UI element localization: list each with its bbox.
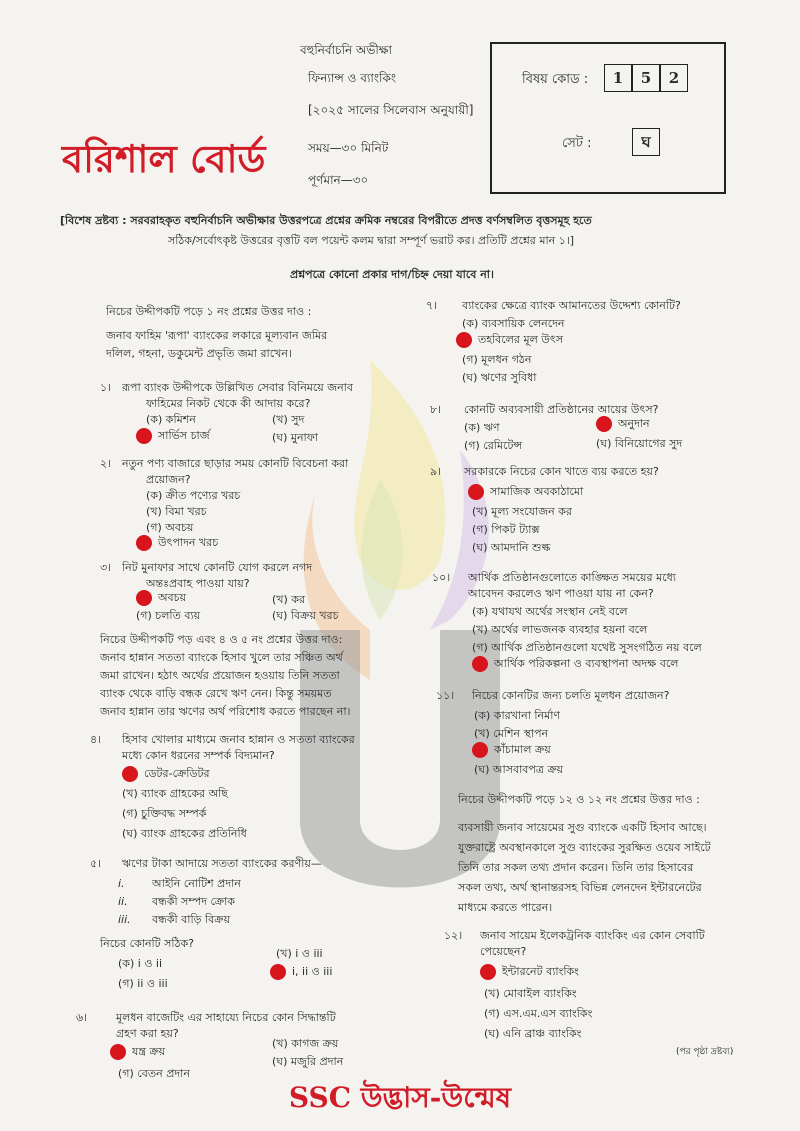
q1-option-a: (ক) কমিশন	[146, 413, 196, 426]
q5-prompt: নিচের কোনটি সঠিক?	[100, 937, 194, 950]
q4-option-a: ডেটর-ক্রেডিটর	[144, 767, 210, 780]
set-label: সেট :	[562, 136, 592, 151]
stem3-line: যুক্তরাষ্ট্রে অবস্থানকালে সুগু ব্যাংকের সুরক্ষিত ওয়েব সাইটে	[458, 841, 711, 854]
q11-option-b: (খ) মেশিন স্থাপন	[474, 727, 549, 740]
q10-number: ১০।	[432, 571, 451, 584]
q3-text: নিট মুনাফার সাথে কোনটি যোগ করলে নগদ	[122, 561, 313, 574]
q10-option-d: আর্থিক পরিকল্পনা ও ব্যবস্থাপনা অদক্ষ বলে	[494, 657, 679, 670]
answer-mark	[122, 766, 138, 782]
q5-option-b: (খ) i ও iii	[276, 947, 323, 960]
q12-option-a: ইন্টারনেট ব্যাংকিং	[502, 965, 579, 978]
q6-option-d: (ঘ) মজুরি প্রদান	[272, 1055, 344, 1068]
syllabus-note: [২০২৫ সালের সিলেবাস অনুযায়ী]	[308, 103, 474, 117]
q10-option-c: (গ) আর্থিক প্রতিষ্ঠানগুলো যথেষ্ট সুসংগঠিত নয় বলে	[472, 641, 702, 654]
q7-option-c: (গ) মূলধন গঠন	[462, 353, 532, 366]
q2-option-c: (গ) অবচয়	[146, 521, 194, 534]
answer-mark	[136, 590, 152, 606]
q11-option-d: (ঘ) আসবাবপত্র ক্রয়	[474, 763, 564, 776]
answer-mark	[136, 428, 152, 444]
q10-text: আর্থিক প্রতিষ্ঠানগুলোতে কাঙ্ক্ষিত সময়ের মধ্যে	[468, 571, 676, 584]
instruction-line-1: [বিশেষ দ্রষ্টব্য : সরবরাহকৃত বহুনির্বাচনি অভীক্ষার উত্তরপত্রে প্রশ্নের ক্রমিক নম্বরের বিপরীতে প্রদত্ত বর্ণসম্বলিত বৃত্তসমূহ হতে	[60, 214, 592, 227]
q3-option-c: (গ) চলতি ব্যয়	[136, 609, 201, 622]
q12-option-c: (গ) এস.এম.এস ব্যাংকিং	[484, 1007, 593, 1020]
answer-mark	[136, 535, 152, 551]
q2-option-b: (খ) বিমা খরচ	[146, 505, 207, 518]
q8-option-c: (গ) রেমিটেন্স	[464, 439, 523, 452]
subject-code-box	[490, 42, 726, 194]
q7-text: ব্যাংকের ক্ষেত্রে ব্যাংক আমানতের উদ্দেশ্য কোনটি?	[462, 299, 681, 312]
q12-option-b: (খ) মোবাইল ব্যাংকিং	[484, 987, 577, 1000]
q2-text: প্রয়োজন?	[146, 473, 191, 486]
stem3-line: সকল তথ্য, অর্থ স্থানান্তরসহ বিভিন্ন লেনদেন ইন্টারনেটের	[458, 881, 702, 894]
q12-number: ১২।	[444, 929, 463, 942]
q8-text: কোনটি অব্যবসায়ী প্রতিষ্ঠানের আয়ের উৎস?	[464, 403, 659, 416]
q7-option-d: (ঘ) ঋণের সুবিধা	[462, 371, 537, 384]
q9-number: ৯।	[430, 465, 442, 478]
instruction-line-2: সঠিক/সর্বোৎকৃষ্ট উত্তরের বৃত্তটি বল পয়েন্ট কলম দ্বারা সম্পূর্ণ ভরাট কর। প্রতিটি প্রশ্নের মান ১।]	[168, 234, 575, 247]
set-value: ঘ	[632, 128, 660, 156]
q1-option-d: (ঘ) মুনাফা	[272, 431, 318, 444]
q1-number: ১।	[100, 381, 112, 394]
q4-text: হিসাব খোলার মাধ্যমে জনাব হান্নান ও সততা ব্যাংকের	[122, 733, 355, 746]
q8-option-a: (ক) ঋণ	[464, 421, 500, 434]
q8-number: ৮।	[430, 403, 442, 416]
q5-statement: বন্ধকী বাড়ি বিক্রয়	[152, 913, 230, 926]
q4-option-d: (ঘ) ব্যাংক গ্রাহকের প্রতিনিধি	[122, 827, 247, 840]
q1-option-c: সার্ভিস চার্জ	[158, 429, 210, 442]
q2-option-a: (ক) ক্রীত পণ্যের খরচ	[146, 489, 241, 502]
q4-number: ৪।	[90, 733, 102, 746]
q6-number: ৬।	[76, 1011, 88, 1024]
q10-option-a: (ক) যথাযথ অর্থের সংস্থান নেই বলে	[472, 605, 628, 618]
q6-text: গ্রহণ করা হয়?	[116, 1027, 179, 1040]
stem3-title: নিচের উদ্দীপকটি পড়ে ১২ ও ১২ নং প্রশ্নের উত্তর দাও :	[458, 793, 700, 806]
q3-option-a: অবচয়	[158, 591, 187, 604]
answer-mark	[270, 964, 286, 980]
q11-option-a: (ক) কারখানা নির্মাণ	[474, 709, 561, 722]
q8-option-b: অনুদান	[618, 417, 650, 430]
answer-mark	[472, 742, 488, 758]
code-digit: 5	[632, 64, 660, 92]
q5-option-c: (গ) ii ও iii	[118, 977, 168, 990]
q12-option-d: (ঘ) এনি ব্রাঞ্চ ব্যাংকিং	[484, 1027, 582, 1040]
exam-time: সময়—৩০ মিনিট	[308, 141, 389, 155]
q5-statement: আইনি নোটিশ প্রদান	[152, 877, 241, 890]
subject-code-label: বিষয় কোড :	[522, 72, 589, 87]
q5-option-a: (ক) i ও ii	[118, 957, 163, 970]
q6-option-c: (গ) বেতন প্রদান	[118, 1067, 190, 1080]
q9-text: সরকারকে নিচের কোন খাতে ব্যয় করতে হয়?	[464, 465, 659, 478]
board-title: বরিশাল বোর্ড	[62, 136, 266, 181]
stem3-line: তিনি তার সকল তথ্য প্রদান করেন। তিনি তার হিসাবের	[458, 861, 694, 874]
q8-option-d: (ঘ) বিনিয়োগের সুদ	[596, 437, 683, 450]
q10-option-b: (খ) অর্থের লাভজনক ব্যবহার হয়না বলে	[472, 623, 648, 636]
q10-text: আবেদন করলেও ঋণ পাওয়া যায় না কেন?	[468, 587, 654, 600]
stem2-line: জমা রাখেন। হঠাৎ অর্থের প্রয়োজন হওয়ায় তিনি সততা	[100, 669, 340, 682]
q7-option-a: (ক) ব্যবসায়িক লেনদেন	[462, 317, 565, 330]
q3-option-b: (খ) কর	[272, 593, 306, 606]
q6-option-a: যন্ত্র ক্রয়	[132, 1045, 166, 1058]
q9-option-b: (খ) মূল্য সংযোজন কর	[472, 505, 572, 518]
q4-text: মধ্যে কোন ধরনের সম্পর্ক বিদ্যমান?	[122, 749, 275, 762]
q5-roman: ii.	[118, 895, 128, 908]
q4-option-b: (খ) ব্যাংক গ্রাহকের অছি	[122, 787, 228, 800]
q2-number: ২।	[100, 457, 112, 470]
answer-mark	[468, 484, 484, 500]
q6-text: মূলধন বাজেটিং এর সাহায্যে নিচের কোন সিদ্ধান্তটি	[116, 1011, 336, 1024]
q2-option-d: উৎপাদন খরচ	[158, 536, 219, 549]
answer-mark	[480, 964, 496, 980]
stem3-line: মাধ্যমে করতে পারেন।	[458, 901, 553, 914]
stem1-title: নিচের উদ্দীপকটি পড়ে ১ নং প্রশ্নের উত্তর দাও :	[106, 305, 312, 318]
full-marks: পূর্ণমান—৩০	[308, 173, 369, 187]
stem1-line: দলিল, গহনা, ডকুমেন্ট প্রভৃতি জমা রাখেন।	[106, 347, 292, 360]
q7-number: ৭।	[426, 299, 438, 312]
stem2-title: নিচের উদ্দীপকটি পড় এবং ৪ ও ৫ নং প্রশ্নের উত্তর দাও:	[100, 633, 343, 646]
q3-option-d: (ঘ) বিক্রয় খরচ	[272, 609, 339, 622]
stem2-line: জনাব হান্নান তার ঋণের অর্থ পরিশোধ করতে পারছেন না।	[100, 705, 351, 718]
q1-text: রূপা ব্যাংক উদ্দীপকে উল্লিখিত সেবার বিনিময়ে জনাব	[122, 381, 353, 394]
q5-number: ৫।	[90, 857, 102, 870]
q5-text: ঋণের টাকা আদায়ে সততা ব্যাংকের করণীয়—	[122, 857, 322, 870]
q5-roman: iii.	[118, 913, 131, 926]
answer-mark	[472, 656, 488, 672]
stem2-line: জনাব হান্নান সততা ব্যাংকে হিসাব খুলে তার সঞ্চিত অর্থ	[100, 651, 343, 664]
answer-mark	[596, 416, 612, 432]
q5-option-d: i, ii ও iii	[292, 965, 333, 978]
q6-option-b: (খ) কাগজ ক্রয়	[272, 1037, 339, 1050]
q4-option-c: (গ) চুক্তিবদ্ধ সম্পর্ক	[122, 807, 207, 820]
answer-mark	[110, 1044, 126, 1060]
q11-number: ১১।	[436, 689, 455, 702]
stem2-line: ব্যাংক থেকে বাড়ি বন্ধক রেখে ঋণ নেন। কিন্তু সময়মত	[100, 687, 332, 700]
subject-title: ফিন্যান্স ও ব্যাংকিং	[308, 71, 397, 85]
q3-number: ৩।	[100, 561, 112, 574]
q9-option-a: সামাজিক অবকাঠামো	[490, 485, 584, 498]
continue-note: (পর পৃষ্ঠা দ্রষ্টব্য)	[676, 1047, 734, 1057]
instruction-no-marks: প্রশ্নপত্রে কোনো প্রকার দাগ/চিহ্ন দেয়া যাবে না।	[290, 268, 494, 281]
code-digit: 2	[660, 64, 688, 92]
q1-option-b: (খ) সুদ	[272, 413, 305, 426]
q12-text: পেয়েছেন?	[480, 945, 527, 958]
q7-option-b: তহবিলের মূল উৎস	[478, 333, 563, 346]
code-digit: 1	[604, 64, 632, 92]
q9-option-d: (ঘ) আমদানি শুল্ক	[472, 541, 551, 554]
subject-code-cells	[604, 64, 688, 92]
stem3-line: ব্যবসায়ী জনাব সায়েমের সুগু ব্যাংকে একটি হিসাব আছে।	[458, 821, 707, 834]
q12-text: জনাব সায়েম ইলেকট্রনিক ব্যাংকিং এর কোন সেবাটি	[480, 929, 705, 942]
footer-brand: SSC উদ্ভাস-উন্মেষ	[288, 1081, 512, 1114]
stem1-line: জনাব ফাহিম 'রূপা' ব্যাংকের লকারে মূল্যবান জমির	[106, 329, 328, 342]
q2-text: নতুন পণ্য বাজারে ছাড়ার সময় কোনটি বিবেচনা করা	[122, 457, 349, 470]
q9-option-c: (গ) পিকট ট্যাক্স	[472, 523, 540, 536]
answer-mark	[456, 332, 472, 348]
q5-roman: i.	[118, 877, 125, 890]
q11-option-c: কাঁচামাল ক্রয়	[494, 743, 551, 756]
q5-statement: বন্ধকী সম্পদ ক্রোক	[152, 895, 236, 908]
q11-text: নিচের কোনটির জন্য চলতি মূলধন প্রয়োজন?	[472, 689, 670, 702]
q3-text: অন্তঃপ্রবাহ পাওয়া যায়?	[146, 577, 250, 590]
header-top-cut: বহুনির্বাচনি অভীক্ষা	[300, 43, 392, 57]
q1-text: ফাহিমের নিকট থেকে কী আদায় করে?	[146, 397, 311, 410]
